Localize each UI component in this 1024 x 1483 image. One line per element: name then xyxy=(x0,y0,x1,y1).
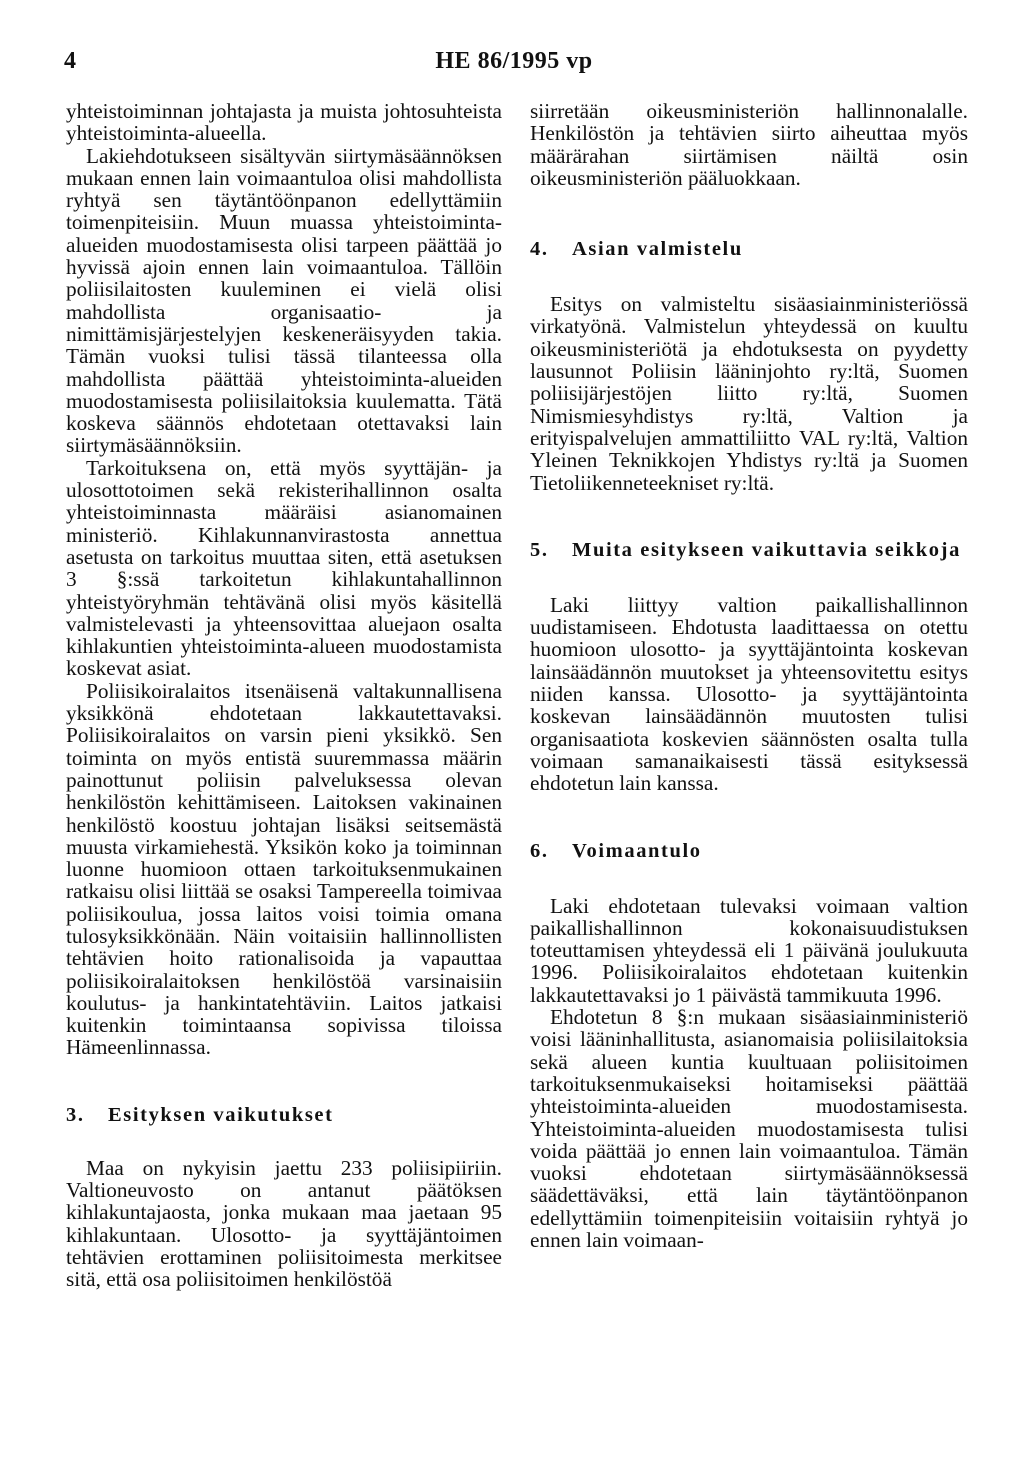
document-id: HE 86/1995 vp xyxy=(435,48,593,74)
section-title: Esityksen vaikutukset xyxy=(108,1103,334,1126)
section-heading xyxy=(530,839,968,863)
paragraph: Tarkoituksena on, että myös syyttäjän- ja ulosottotoimen sekä rekisterihallinnon osalta yhteistoiminnasta määräisi asianomainen ministeriö. Kihlakunnanvirastosta annettua asetusta on tarkoitus muuttaa siten, että asetuksen 3 §:ssä tarkoitetun kihlakuntahallinnon yhteistyöryhmän tehtävänä olisi myös käsitellä valmistelevasti ja yhteensovittaa aluejaon osalta kihlakuntien yhteistoiminta-alueen muodostamista koskevat asiat. xyxy=(66,455,502,681)
paragraph: siirretään oikeusministeriön hallinnonalalle. Henkilöstön ja tehtävien siirto aiheuttaa myös määrärahan siirtämisen näiltä osin oikeusministeriön pääluokkaan. xyxy=(530,99,968,190)
paragraph: Ehdotetun 8 §:n mukaan sisäasiainministeriö voisi lääninhallitusta, asianomaisia poliisilaitoksia sekä alueen kuntia kuultuaan poliisitoimen tarkoituksenmukaiseksi hoitamiseksi päättää yhteistoiminta-alueiden muodostamisesta. Yhteistoiminta-alueiden muodostamisesta tulisi voida päättää jo ennen lain voimaantuloa. Tämän vuoksi ehdotetaan siirtymäsäännöksessä säädettäväksi, että lain täytäntöönpanon edellyttämiin toimenpiteisiin voitaisiin ryhtyä jo ennen lain voimaan- xyxy=(530,1005,968,1252)
section-heading xyxy=(530,538,968,562)
paragraph: yhteistoiminnan johtajasta ja muista johtosuhteista yhteistoiminta-alueella. xyxy=(66,99,502,146)
paragraph: Esitys on valmisteltu sisäasiainministeriössä virkatyönä. Valmistelun yhteydessä on kuultu oikeusministeriötä ja ehdotuksesta on pyydetty lausunnot Poliisin lääninjohto ry:ltä, Suomen poliisijärjestöjen liitto ry:ltä, Suomen Nimismiesyhdistys ry:ltä, Valtion ja erityispalvelujen ammattiliitto VAL ry:ltä, Valtion Yleinen Teknikkojen Yhdistys ry:ltä ja Suomen Tietoliikenneteekniset ry:ltä. xyxy=(530,292,968,495)
page-header xyxy=(64,48,964,82)
paragraph: Lakiehdotukseen sisältyvän siirtymäsäännöksen mukaan ennen lain voimaantuloa olisi mahdollista ryhtyä sen täytäntöönpanon edellyttämiin toimenpiteisiin. Muun muassa yhteistoiminta-alueiden muodostamisesta olisi tarpeen päättää jo hyvissä ajoin ennen lain voimaantuloa. Tällöin poliisilaitosten kuuleminen ei vielä olisi mahdollista organisaatio- ja nimittämisjärjestelyjen keskeneräisyyden takia. Tämän vuoksi tulisi tässä tilanteessa olla mahdollista päättää yhteistoiminta-alueiden muodostamisesta poliisilaitoksia kuulematta. Tätä koskeva säännös ehdotetaan otettavaksi lain siirtymäsäännöksiin. xyxy=(66,143,502,458)
paragraph: Laki ehdotetaan tulevaksi voimaan valtion paikallishallinnon kokonaisuudistuksen toteuttamisen yhteydessä eli 1 päivänä joulukuuta 1996. Poliisikoiralaitos ehdotetaan kuitenkin lakkautettavaksi jo 1 päivästä tammikuuta 1996. xyxy=(530,893,968,1007)
section-heading xyxy=(66,1103,502,1127)
section-title: Asian valmistelu xyxy=(572,238,743,261)
right-column xyxy=(530,100,968,1251)
section-title: Muita esitykseen vaikuttavia seikkoja xyxy=(572,538,961,561)
section-number: 5. xyxy=(530,538,549,561)
section-heading xyxy=(530,237,968,261)
section-title: Voimaantulo xyxy=(572,839,702,862)
section-number: 4. xyxy=(530,238,549,261)
page-number: 4 xyxy=(64,48,76,74)
section-number: 6. xyxy=(530,839,549,862)
paragraph: Maa on nykyisin jaettu 233 poliisipiiriin. Valtioneuvosto on antanut päätöksen kihlakuntajaosta, jonka mukaan maa jaetaan 95 kihlakuntaan. Ulosotto- ja syyttäjäntoimen tehtävien erottaminen poliisitoimesta merkitsee sitä, että osa poliisitoimen henkilöstöä xyxy=(66,1155,502,1292)
paragraph: Laki liittyy valtion paikallishallinnon uudistamiseen. Ehdotusta laadittaessa on otettu huomioon ulosotto- ja syyttäjäntointa koskevan lainsäädännön muutokset ja yhteensovitettu esitys niiden kanssa. Ulosotto- ja syyttäjäntointa koskevan lainsäädännön muutosten tulisi organisaatiota koskevien säännösten osalta tulla voimaan samanaikaisesti tässä esityksessä ehdotetun lain kanssa. xyxy=(530,592,968,796)
left-column xyxy=(66,100,502,1291)
section-number: 3. xyxy=(66,1103,85,1126)
paragraph: Poliisikoiralaitos itsenäisenä valtakunnallisena yksikkönä ehdotetaan lakkautettavaksi. Poliisikoiralaitos on varsin pieni yksikkö. Sen toiminta on myös entistä suuremmassa määrin painottunut poliisin palveluksessa olevan henkilöstön kehittämiseen. Laitoksen vakinainen henkilöstö koostuu johtajan lisäksi seitsemästä muusta virkamiehestä. Yksikön koko ja toiminnan luonne huomioon ottaen tarkoituksenmukainen ratkaisu olisi liittää se osaksi Tampereella toimivaa poliisikoulua, jossa laitos voisi toimia omana tulosyksikkönään. Näin voitaisiin hallinnollisten tehtävien hoito rationalisoida ja vapauttaa poliisikoiralaitoksen henkilöstöä varsinaisiin koulutus- ja hankintatehtäviin. Laitos jatkaisi kuitenkin toimintaansa sopivissa tiloissa Hämeenlinnassa. xyxy=(66,678,502,1060)
